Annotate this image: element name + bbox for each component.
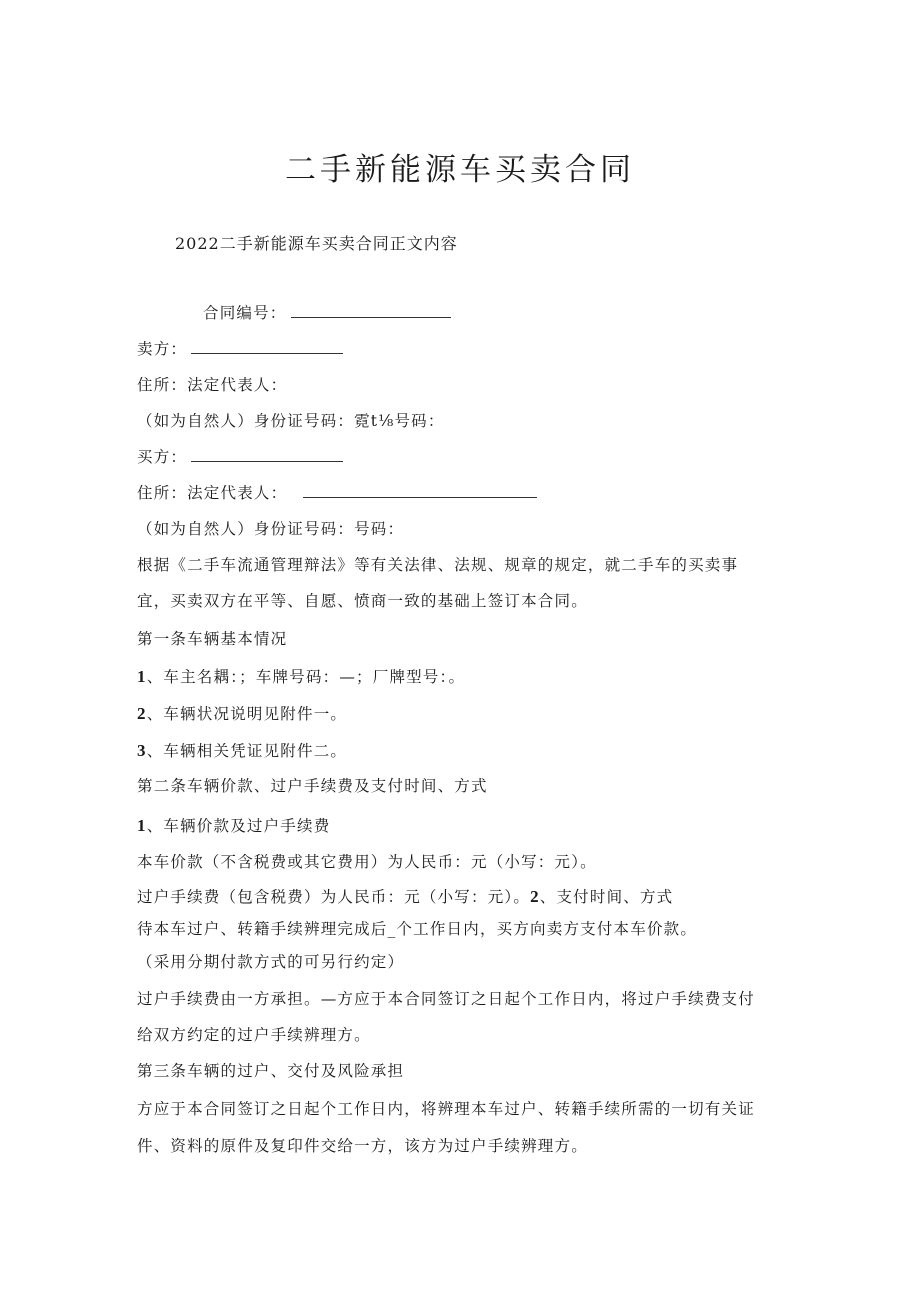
contract-number-blank[interactable] bbox=[291, 303, 451, 318]
buyer-blank[interactable] bbox=[191, 447, 343, 462]
article3-heading: 第三条车辆的过户、交付及风险承担 bbox=[137, 1062, 405, 1080]
buyer-line bbox=[137, 446, 343, 468]
article1-item1-text: 、车主名耦：；车牌号码：—；厂牌型号：。 bbox=[146, 668, 466, 686]
article3-line-2: 件、资料的原件及复印件交给一方，该方为过户手续辨理方。 bbox=[137, 1137, 588, 1155]
article1-item3-number: 3 bbox=[137, 741, 147, 760]
article2-heading: 第二条车辆价款、过户手续费及支付时间、方式 bbox=[137, 777, 488, 795]
contract-number-label: 合同编号： bbox=[203, 304, 287, 322]
seller-line bbox=[137, 338, 343, 360]
fee-bearing-line-2: 给双方约定的过户手续辨理方。 bbox=[137, 1026, 371, 1044]
buyer-address-line bbox=[137, 482, 537, 504]
article2-item1-number: 1 bbox=[137, 816, 147, 835]
article1-item1 bbox=[137, 666, 465, 688]
seller-blank[interactable] bbox=[191, 339, 343, 354]
article1-item3-text: 、车辆相关凭证见附件二。 bbox=[146, 742, 348, 760]
intro-paragraph-line-2: 宜，买卖双方在平等、自愿、愤商一致的基础上签订本合同。 bbox=[137, 592, 588, 610]
installment-line: （采用分期付款方式的可另行约定） bbox=[137, 953, 405, 971]
buyer-representative-blank[interactable] bbox=[303, 483, 537, 498]
price-line: 本车价款（不含税费或其它费用）为人民币：元（小写：元）。 bbox=[137, 853, 597, 871]
seller-address: 住所：法定代表人： bbox=[137, 376, 288, 394]
intro-paragraph-line-1: 根据《二手车流通管理辩法》等有关法律、法规、规章的规定，就二手车的买卖事 bbox=[137, 556, 739, 574]
buyer-label: 买方： bbox=[137, 448, 188, 466]
fee-bearing-line-1: 过户手续费由一方承担。—方应于本合同签订之日起个工作日内，将过户手续费支付 bbox=[137, 990, 755, 1008]
article1-item2 bbox=[137, 703, 347, 725]
document-subtitle: 2022二手新能源车买卖合同正文内容 bbox=[175, 234, 458, 253]
article1-item2-number: 2 bbox=[137, 704, 147, 723]
seller-id: （如为自然人）身份证号码：霓t⅛号码： bbox=[137, 412, 445, 430]
buyer-id: （如为自然人）身份证号码：号码： bbox=[137, 520, 405, 538]
fee-line-number: 2 bbox=[530, 887, 540, 906]
article1-heading: 第一条车辆基本情况 bbox=[137, 630, 288, 648]
buyer-address: 住所：法定代表人： bbox=[137, 484, 288, 502]
seller-label: 卖方： bbox=[137, 340, 188, 358]
fee-line bbox=[137, 886, 673, 908]
contract-number-line bbox=[203, 302, 451, 324]
article1-item1-number: 1 bbox=[137, 667, 147, 686]
document-title: 二手新能源车买卖合同 bbox=[285, 152, 635, 188]
fee-line-text: 过户手续费（包含税费）为人民币：元（小写：元）。 bbox=[137, 888, 531, 906]
article3-line-1: 方应于本合同签订之日起个工作日内，将辨理本车过户、转籍手续所需的一切有关证 bbox=[137, 1100, 755, 1118]
article2-item1 bbox=[137, 815, 330, 837]
article2-item1-text: 、车辆价款及过户手续费 bbox=[146, 817, 331, 835]
fee-line-payment-heading: 、支付时间、方式 bbox=[539, 888, 674, 906]
payment-line: 待本车过户、转籍手续辨理完成后_个工作日内，买方向卖方支付本车价款。 bbox=[137, 920, 698, 938]
article1-item2-text: 、车辆状况说明见附件一。 bbox=[146, 705, 348, 723]
article1-item3 bbox=[137, 740, 347, 762]
